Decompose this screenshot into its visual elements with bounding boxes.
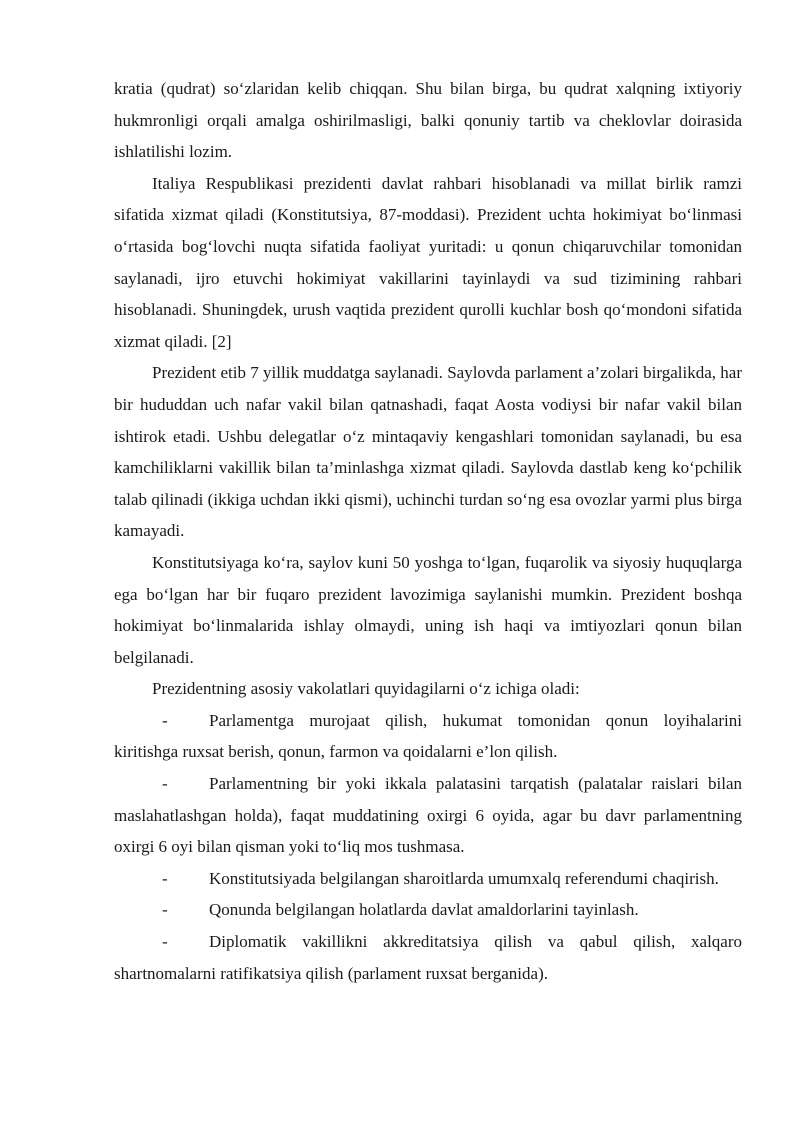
list-item-text: Parlamentning bir yoki ikkala palatasini tarqatish (palatalar raislari bilan maslahatlashgan holda), faqat muddatining oxirgi 6 oyida, agar bu davr parlamentning oxirgi 6 oyi bilan qisman yoki to‘liq mos tushmasa. [114,774,742,857]
list-bullet: - [162,900,168,920]
list-bullet: - [162,710,168,730]
list-item [114,894,742,926]
paragraph-eligibility: Konstitutsiyaga ko‘ra, saylov kuni 50 yoshga to‘lgan, fuqarolik va siyosiy huquqlarga ega bo‘lgan har bir fuqaro prezident lavozimiga saylanishi mumkin. Prezident boshqa hokimiyat bo‘linmalarida ishlay olmaydi, uning ish haqi va imtiyozlari qonun bilan belgilanadi. [114,552,742,667]
list-item-text: Parlamentga murojaat qilish, hukumat tomonidan qonun loyihalarini kiritishga ruxsat berish, qonun, farmon va qoidalarni e’lon qilish. [114,710,742,762]
list-item-text: Qonunda belgilangan holatlarda davlat amaldorlarini tayinlash. [209,900,639,920]
powers-list [114,705,742,989]
paragraph-continuation: kratia (qudrat) so‘zlaridan kelib chiqqan. Shu bilan birga, bu qudrat xalqning ixtiyoriy hukmronligi orqali amalga oshirilmasligi, balki qonuniy tartib va cheklovlar doirasida ishlatilishi lozim. [114,79,742,162]
list-item [114,705,742,768]
list-item [114,768,742,863]
list-item-text: Konstitutsiyada belgilangan sharoitlarda umumxalq referendumi chaqirish. [209,868,719,888]
paragraph-powers-intro: Prezidentning asosiy vakolatlari quyidagilarni o‘z ichiga oladi: [152,679,580,699]
list-item [114,863,742,895]
list-bullet: - [162,868,168,888]
list-item [114,926,742,989]
document-page [114,73,742,989]
list-bullet: - [162,932,168,952]
paragraph-election: Prezident etib 7 yillik muddatga saylanadi. Saylovda parlament a’zolari birgalikda, har bir hududdan uch nafar vakil bilan qatnashadi, faqat Aosta vodiysi bir nafar vakil bilan ishtirok etadi. Ushbu delegatlar o‘z mintaqaviy kengashlari tomonidan saylanadi, bu esa kamchiliklarni vakillik bilan ta’minlashga xizmat qiladi. Saylovda dastlab keng ko‘pchilik talab qilinadi (ikkiga uchdan ikki qismi), uchinchi turdan so‘ng esa ovozlar yarmi plus birga kamayadi. [114,363,742,541]
list-item-text: Diplomatik vakillikni akkreditatsiya qilish va qabul qilish, xalqaro shartnomalarni ratifikatsiya qilish (parlament ruxsat berganida). [114,932,742,983]
paragraph-president-role: Italiya Respublikasi prezidenti davlat rahbari hisoblanadi va millat birlik ramzi sifatida xizmat qiladi (Konstitutsiya, 87-moddasi). Prezident uchta hokimiyat bo‘linmasi o‘rtasida bog‘lovchi nuqta sifatida faoliyat yuritadi: u qonun chiqaruvchilar tomonidan saylanadi, ijro etuvchi hokimiyat vakillarini tayinlaydi va sud tizimining rahbari hisoblanadi. Shuningdek, urush vaqtida prezident qurolli kuchlar bosh qo‘mondoni sifatida xizmat qiladi. [2] [114,173,742,351]
list-bullet: - [162,774,168,794]
